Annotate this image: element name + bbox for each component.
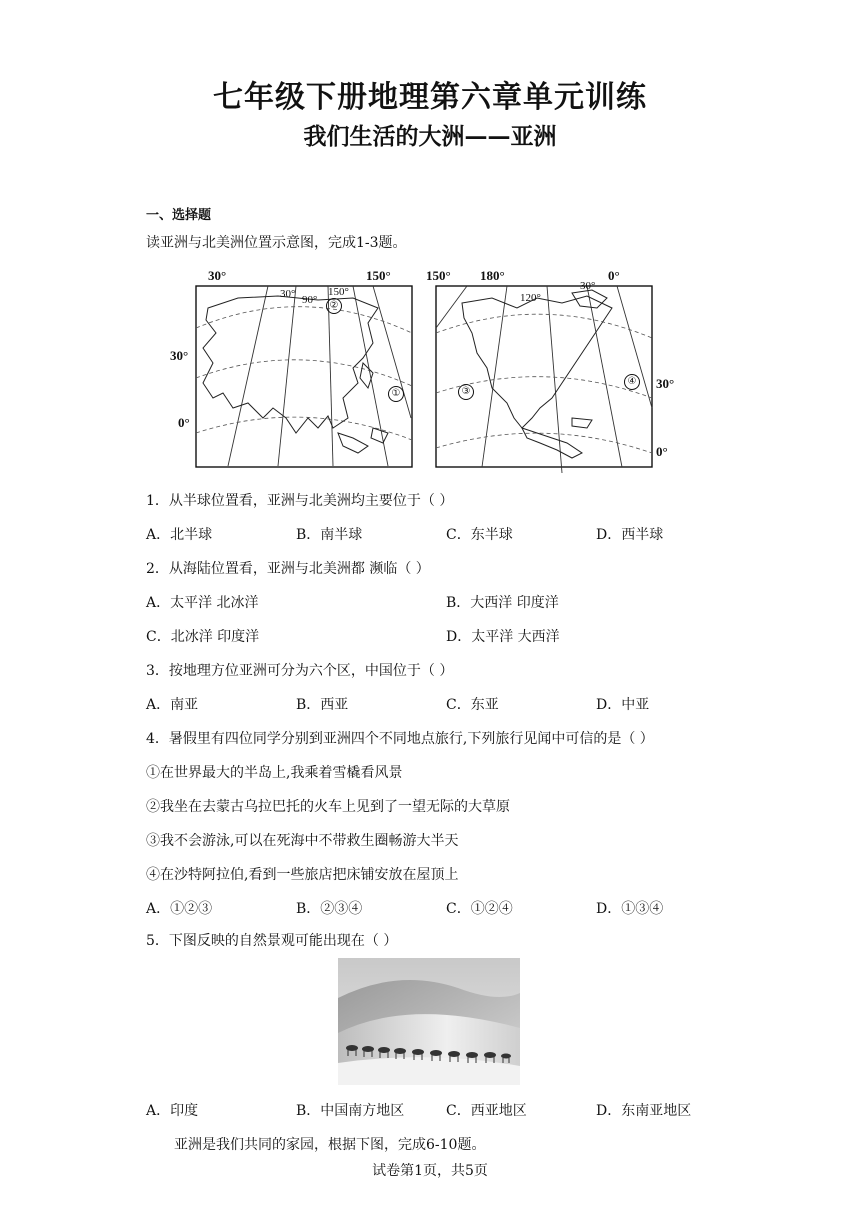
- q2-option-c: C．北冰洋 印度洋: [146, 629, 260, 645]
- q5-option-c: C．西亚地区: [446, 1103, 527, 1119]
- q5-option-b: B．中国南方地区: [296, 1103, 405, 1119]
- q1-option-b: B．南半球: [296, 527, 363, 543]
- na-inner-lon-1: 30°: [580, 280, 596, 292]
- q3-option-a: A．南亚: [146, 697, 199, 713]
- q3-option-b: B．西亚: [296, 697, 349, 713]
- marker-2: ②: [326, 298, 342, 314]
- na-top-lon-1: 180°: [480, 268, 505, 283]
- q4-statement-3: ③我不会游泳,可以在死海中不带救生圈畅游大半天: [146, 833, 459, 849]
- q4-statement-1: ①在世界最大的半岛上,我乘着雪橇看风景: [146, 765, 403, 781]
- question-2-stem: 2．从海陆位置看，亚洲与北美洲都 濒临（ ）: [146, 561, 430, 577]
- question-4-stem: 4．暑假里有四位同学分别到亚洲四个不同地点旅行,下列旅行见闻中可信的是（ ）: [146, 731, 654, 747]
- asia-top-lon-1: 150°: [366, 268, 391, 283]
- section-intro-6-10: 亚洲是我们共同的家园，根据下图，完成6-10题。: [174, 1137, 486, 1153]
- na-lat-1: 0°: [656, 444, 668, 459]
- asia-map: [168, 268, 418, 468]
- marker-4: ④: [624, 374, 640, 390]
- page-subtitle: 我们生活的大洲——亚洲: [303, 123, 557, 150]
- q5-option-d: D．东南亚地区: [596, 1103, 692, 1119]
- map-intro: 读亚洲与北美洲位置示意图，完成1-3题。: [146, 235, 407, 251]
- q4-option-a: A．①②③: [146, 901, 213, 917]
- q4-statement-2: ②我坐在去蒙古乌拉巴托的火车上见到了一望无际的大草原: [146, 799, 510, 815]
- asia-inner-lon-0: 30°: [280, 288, 296, 300]
- section-heading: 一、选择题: [146, 208, 212, 223]
- asia-lat-1: 0°: [178, 415, 190, 430]
- q2-option-b: B．大西洋 印度洋: [446, 595, 559, 611]
- q5-option-a: A．印度: [146, 1103, 199, 1119]
- question-3-stem: 3．按地理方位亚洲可分为六个区，中国位于（ ）: [146, 663, 454, 679]
- q1-option-a: A．北半球: [146, 527, 213, 543]
- q3-option-c: C．东亚: [446, 697, 499, 713]
- q3-option-d: D．中亚: [596, 697, 650, 713]
- desert-camel-photo: [338, 958, 520, 1085]
- page-footer: 试卷第1页，共5页: [372, 1163, 488, 1179]
- question-1-stem: 1．从半球位置看，亚洲与北美洲均主要位于（ ）: [146, 493, 454, 509]
- na-inner-lon-0: 120°: [520, 292, 541, 304]
- marker-3: ③: [458, 384, 474, 400]
- q4-option-c: C．①②④: [446, 901, 513, 917]
- q1-option-c: C．东半球: [446, 527, 513, 543]
- page-title: 七年级下册地理第六章单元训练: [213, 80, 647, 115]
- q1-option-d: D．西半球: [596, 527, 664, 543]
- na-top-lon-2: 0°: [608, 268, 620, 283]
- q2-option-d: D．太平洋 大西洋: [446, 629, 560, 645]
- asia-top-lon-0: 30°: [208, 268, 227, 283]
- q4-option-b: B．②③④: [296, 901, 363, 917]
- q4-option-d: D．①③④: [596, 901, 664, 917]
- asia-inner-lon-1: 90°: [302, 294, 318, 306]
- q4-statement-4: ④在沙特阿拉伯,看到一些旅店把床铺安放在屋顶上: [146, 867, 459, 883]
- question-5-stem: 5．下图反映的自然景观可能出现在（ ）: [146, 933, 398, 949]
- na-top-lon-0: 150°: [426, 268, 451, 283]
- asia-inner-lon-2: 150°: [328, 286, 349, 298]
- q2-option-a: A．太平洋 北冰洋: [146, 595, 259, 611]
- asia-lat-0: 30°: [170, 348, 189, 363]
- north-america-map: [422, 268, 684, 473]
- marker-1: ①: [388, 386, 404, 402]
- na-lat-0: 30°: [656, 376, 675, 391]
